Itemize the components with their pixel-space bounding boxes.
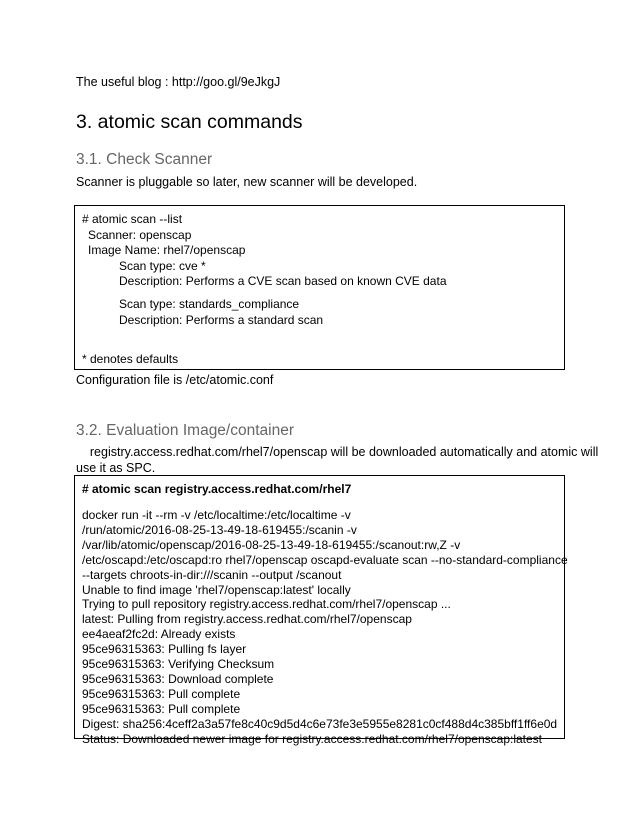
code-line: Description: Performs a CVE scan based on known CVE data: [119, 274, 447, 288]
config-file-line: Configuration file is /etc/atomic.conf: [76, 373, 274, 387]
scan-output-line: 95ce96315363: Verifying Checksum: [82, 657, 275, 671]
section-3-1-intro: Scanner is pluggable so later, new scanner will be developed.: [76, 175, 418, 189]
scan-output-line: /var/lib/atomic/openscap/2016-08-25-13-49-18-619455:/scanout:rw,Z -v: [82, 537, 461, 552]
code-line: * denotes defaults: [82, 352, 179, 366]
scan-output-line: /etc/oscapd:/etc/oscapd:ro rhel7/openscap oscapd-evaluate scan --no-standard-compliance: [82, 552, 568, 567]
section-3-2-heading: 3.2. Evaluation Image/container: [76, 422, 294, 439]
scan-output-line: Trying to pull repository registry.access.redhat.com/rhel7/openscap ...: [82, 597, 451, 612]
scan-output-line: ee4aeaf2fc2d: Already exists: [82, 627, 236, 642]
section-3-2-intro-line-2: use it as SPC.: [76, 461, 156, 475]
scan-output-line: docker run -it --rm -v /etc/localtime:/etc/localtime -v: [82, 508, 351, 522]
code-line: Image Name: rhel7/openscap: [88, 243, 246, 257]
blog-line: The useful blog : http://goo.gl/9eJkgJ: [76, 75, 281, 89]
scan-output-line: Unable to find image 'rhel7/openscap:latest' locally: [82, 582, 351, 597]
scan-command: # atomic scan registry.access.redhat.com/rhel7: [82, 482, 352, 496]
code-line: Scanner: openscap: [88, 228, 192, 242]
scan-output-line: latest: Pulling from registry.access.redhat.com/rhel7/openscap: [82, 612, 412, 627]
section-3-2-intro-line-1: registry.access.redhat.com/rhel7/openscap will be downloaded automatically and atomic will: [76, 445, 599, 459]
scanner-list-code-box: [74, 205, 565, 370]
scan-output-line: --targets chroots-in-dir:///scanin --output /scanout: [82, 567, 342, 582]
code-line: Scan type: cve *: [119, 259, 206, 273]
scan-output-line: 95ce96315363: Pull complete: [82, 701, 241, 716]
scan-output-line: Digest: sha256:4ceff2a3a57fe8c40c9d5d4c6e73fe3e5955e8281c0cf488d4c385bff1ff6e0d: [82, 716, 558, 731]
code-line: # atomic scan --list: [82, 212, 183, 226]
section-3-heading: 3. atomic scan commands: [76, 111, 303, 133]
scan-output-line: Status: Downloaded newer image for registry.access.redhat.com/rhel7/openscap:latest: [82, 731, 543, 746]
scan-output-code-box: [74, 475, 568, 746]
code-line: Scan type: standards_compliance: [119, 297, 300, 311]
scan-output-line: 95ce96315363: Pulling fs layer: [82, 642, 247, 657]
section-3-1-heading: 3.1. Check Scanner: [76, 151, 213, 168]
scan-output-line: 95ce96315363: Download complete: [82, 671, 274, 686]
code-line: Description: Performs a standard scan: [119, 313, 324, 327]
scan-output-line: 95ce96315363: Pull complete: [82, 686, 241, 701]
scan-output-line: /run/atomic/2016-08-25-13-49-18-619455:/scanin -v: [82, 522, 357, 537]
